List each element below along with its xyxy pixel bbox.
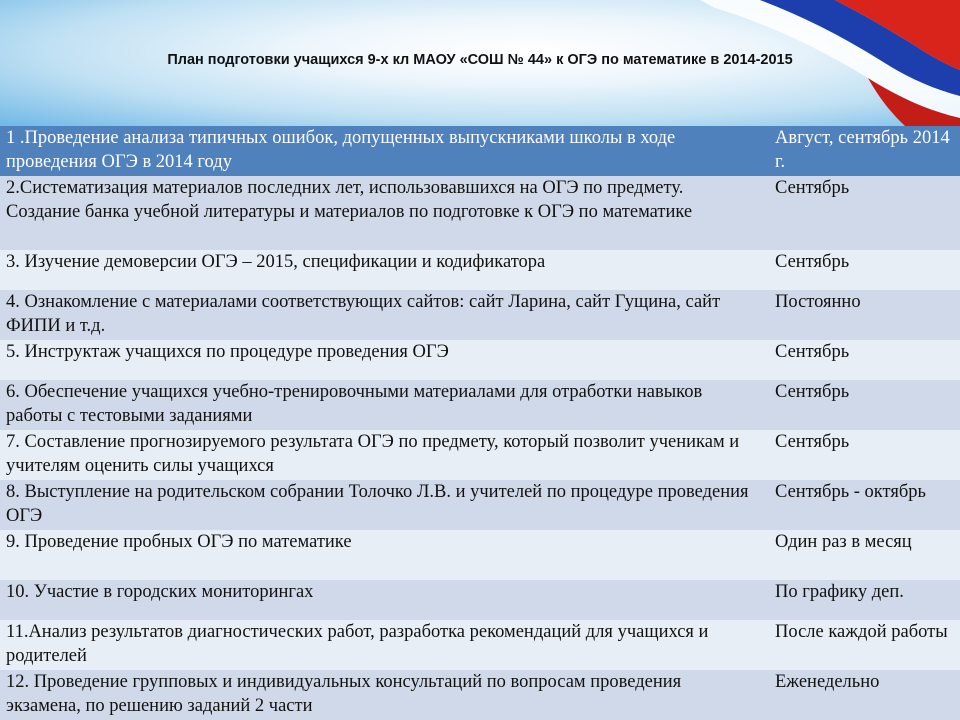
- task-cell: 8. Выступление на родительском собрании Толочко Л.В. и учителей по процедуре проведения ОГЭ: [0, 480, 762, 530]
- table-row: [0, 430, 960, 480]
- table-row: [0, 126, 960, 176]
- task-cell: 1 .Проведение анализа типичных ошибок, допущенных выпускниками школы в ходе проведения ОГЭ в 2014 году: [0, 126, 762, 176]
- table-row: [0, 340, 960, 380]
- schedule-cell: Постоянно: [762, 290, 960, 340]
- task-cell: 10. Участие в городских мониторингах: [0, 580, 762, 620]
- table-row: [0, 290, 960, 340]
- schedule-cell: После каждой работы: [762, 620, 960, 670]
- schedule-cell: Сентябрь: [762, 176, 960, 250]
- table-row: [0, 530, 960, 580]
- schedule-cell: Август, сентябрь 2014 г.: [762, 126, 960, 176]
- task-cell: 2.Систематизация материалов последних лет, использовавшихся на ОГЭ по предмету. Создание банка учебной литературы и материалов по подготовке к ОГЭ по математике: [0, 176, 762, 250]
- task-cell: 12. Проведение групповых и индивидуальных консультаций по вопросам проведения экзамена, по решению заданий 2 части: [0, 670, 762, 720]
- table-row: [0, 250, 960, 290]
- table-row: [0, 480, 960, 530]
- task-cell: 7. Составление прогнозируемого результата ОГЭ по предмету, который позволит ученикам и учителям оценить силы учащихся: [0, 430, 762, 480]
- schedule-cell: Сентябрь: [762, 250, 960, 290]
- schedule-cell: Сентябрь: [762, 430, 960, 480]
- schedule-cell: По графику деп.: [762, 580, 960, 620]
- schedule-cell: Сентябрь: [762, 380, 960, 430]
- schedule-cell: Сентябрь - октябрь: [762, 480, 960, 530]
- schedule-cell: Сентябрь: [762, 340, 960, 380]
- task-cell: 3. Изучение демоверсии ОГЭ – 2015, спецификации и кодификатора: [0, 250, 762, 290]
- table-row: [0, 620, 960, 670]
- task-cell: 4. Ознакомление с материалами соответствующих сайтов: сайт Ларина, сайт Гущина, сайт ФИПИ и т.д.: [0, 290, 762, 340]
- table-row: [0, 580, 960, 620]
- table-row: [0, 380, 960, 430]
- task-cell: 5. Инструктаж учащихся по процедуре проведения ОГЭ: [0, 340, 762, 380]
- schedule-cell: Один раз в месяц: [762, 530, 960, 580]
- page-title: План подготовки учащихся 9-х кл МАОУ «СОШ № 44» к ОГЭ по математике в 2014-2015: [167, 52, 793, 68]
- schedule-cell: Еженедельно: [762, 670, 960, 720]
- table-row: [0, 176, 960, 250]
- task-cell: 11.Анализ результатов диагностических работ, разработка рекомендаций для учащихся и родителей: [0, 620, 762, 670]
- table-row: [0, 670, 960, 720]
- plan-table: [0, 126, 960, 720]
- task-cell: 9. Проведение пробных ОГЭ по математике: [0, 530, 762, 580]
- task-cell: 6. Обеспечение учащихся учебно-тренировочными материалами для отработки навыков работы с тестовыми заданиями: [0, 380, 762, 430]
